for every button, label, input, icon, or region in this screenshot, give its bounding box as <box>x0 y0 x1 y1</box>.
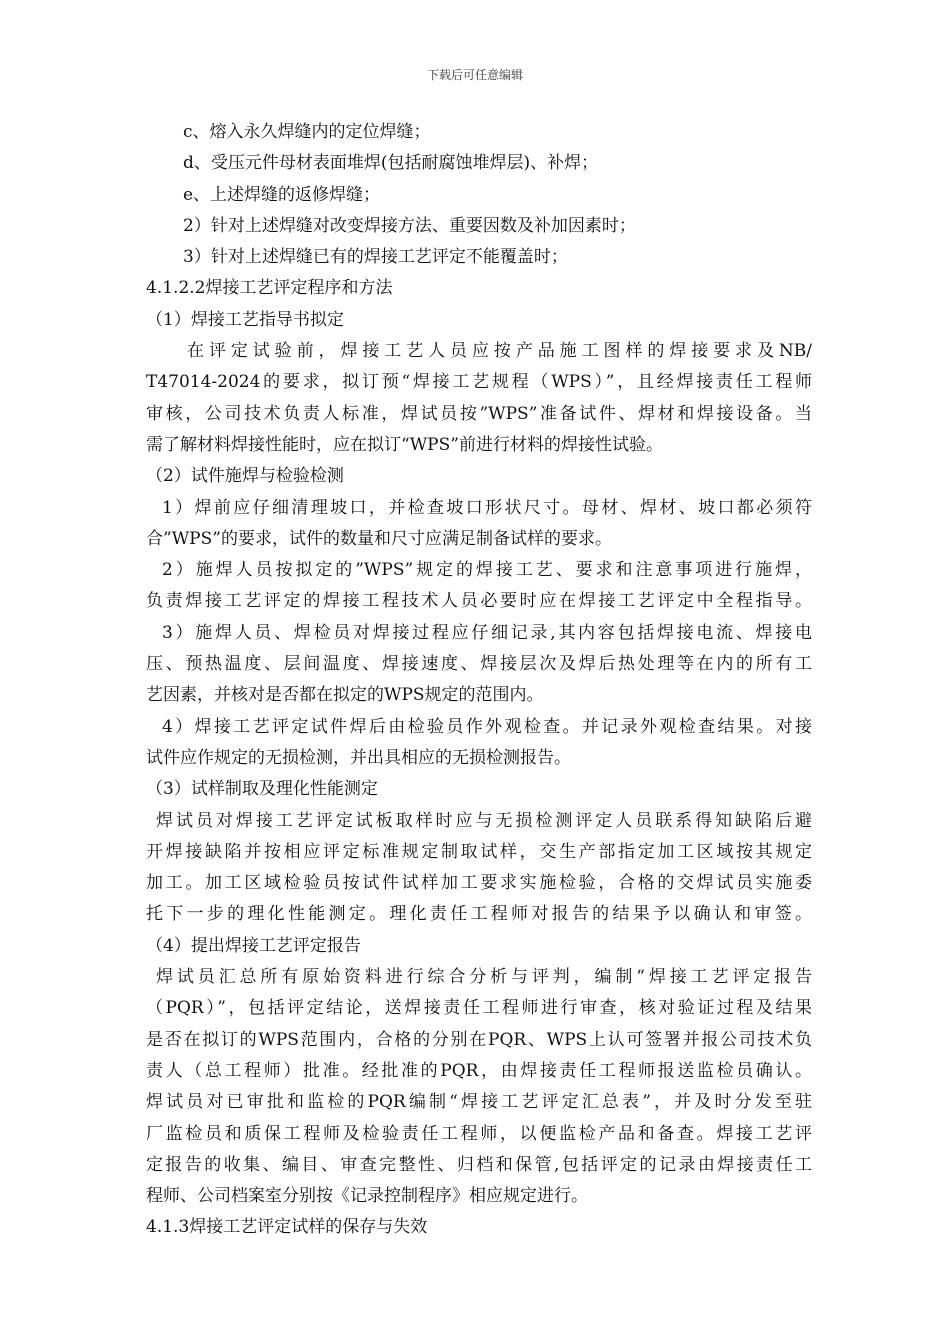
subheading-4: （4）提出焊接工艺评定报告 <box>146 935 361 956</box>
paragraph-line: 责人（总工程师）批准。经批准的PQR，由焊接责任工程师报送监检员确认。 <box>146 1060 812 1081</box>
list-item-e: e、上述焊缝的返修焊缝； <box>183 184 381 205</box>
list-item-d: d、受压元件母材表面堆焊(包括耐腐蚀堆焊层)、补焊； <box>183 153 599 174</box>
paragraph-line: 试件应作规定的无损检测，并出具相应的无损检测报告。 <box>146 747 571 768</box>
list-item-2: 2）针对上述焊缝对改变焊接方法、重要因数及补加因素时； <box>183 215 636 236</box>
paragraph-line: 是否在拟订的WPS范围内，合格的分别在PQR、WPS上认可签署并报公司技术负 <box>146 1029 812 1050</box>
subheading-3: （3）试样制取及理化性能测定 <box>146 779 378 800</box>
paragraph-line: 焊试员对已审批和监检的PQR编制“焊接工艺评定汇总表”，并及时分发至驻 <box>146 1092 812 1113</box>
paragraph-line: 需了解材料焊接性能时，应在拟订“WPS”前进行材料的焊接性试验。 <box>146 434 663 455</box>
paragraph-line: 1）焊前应仔细清理坡口，并检查坡口形状尺寸。母材、焊材、坡口都必须符 <box>162 497 812 518</box>
paragraph-line: （PQR）”，包括评定结论，送焊接责任工程师进行审查，核对验证过程及结果 <box>146 998 812 1019</box>
paragraph-line: 加工。加工区域检验员按试件试样加工要求实施检验，合格的交焊试员实施委 <box>146 873 812 894</box>
paragraph-line: 压、预热温度、层间温度、焊接速度、焊接层次及焊后热处理等在内的所有工 <box>146 654 812 675</box>
paragraph-line: 托下一步的理化性能测定。理化责任工程师对报告的结果予以确认和审签。 <box>146 904 812 925</box>
section-heading-4-1-3: 4.1.3焊接工艺评定试样的保存与失效 <box>146 1217 428 1238</box>
paragraph-line: 开焊接缺陷并按相应评定标准规定制取试样，交生产部指定加工区域按其规定 <box>146 841 812 862</box>
paragraph-line: 4）焊接工艺评定试件焊后由检验员作外观检查。并记录外观检查结果。对接 <box>162 716 812 737</box>
paragraph-line: 焊试员汇总所有原始资料进行综合分析与评判，编制“焊接工艺评定报告 <box>156 967 812 988</box>
subheading-2: （2）试件施焊与检验检测 <box>146 466 344 487</box>
paragraph-line: 在评定试验前，焊接工艺人员应按产品施工图样的焊接要求及NB/ <box>187 341 812 362</box>
paragraph-line: 审核，公司技术负责人标准，焊试员按”WPS”准备试件、焊材和焊接设备。当 <box>146 403 812 424</box>
list-item-c: c、熔入永久焊缝内的定位焊缝； <box>183 122 431 142</box>
document-body <box>146 117 812 1244</box>
paragraph-line: 程师、公司档案室分别按《记录控制程序》相应规定进行。 <box>146 1186 588 1207</box>
section-heading-4-1-2-2: 4.1.2.2焊接工艺评定程序和方法 <box>146 278 393 299</box>
paragraph-line: 2）施焊人员按拟定的”WPS”规定的焊接工艺、要求和注意事项进行施焊， <box>162 560 812 581</box>
subheading-1: （1）焊接工艺指导书拟定 <box>146 309 344 330</box>
paragraph-line: T47014-2024的要求，拟订预“焊接工艺规程（WPS）”，且经焊接责任工程师 <box>146 372 812 393</box>
paragraph-line: 厂监检员和质保工程师及检验责任工程师，以便监检产品和备查。焊接工艺评 <box>146 1123 812 1144</box>
paragraph-line: 焊试员对焊接工艺评定试板取样时应与无损检测评定人员联系得知缺陷后避 <box>156 810 812 831</box>
paragraph-line: 定报告的收集、编目、审查完整性、归档和保管,包括评定的记录由焊接责任工 <box>146 1154 812 1175</box>
page-header-note: 下载后可任意编辑 <box>426 68 523 82</box>
list-item-3: 3）针对上述焊缝已有的焊接工艺评定不能覆盖时； <box>183 247 568 268</box>
paragraph-line: 艺因素，并核对是否都在拟定的WPS规定的范围内。 <box>146 685 544 706</box>
paragraph-line: 合”WPS”的要求，试件的数量和尺寸应满足制备试样的要求。 <box>146 528 612 549</box>
paragraph-line: 3）施焊人员、焊检员对焊接过程应仔细记录,其内容包括焊接电流、焊接电 <box>162 622 812 643</box>
paragraph-line: 负责焊接工艺评定的焊接工程技术人员必要时应在焊接工艺评定中全程指导。 <box>146 591 812 612</box>
